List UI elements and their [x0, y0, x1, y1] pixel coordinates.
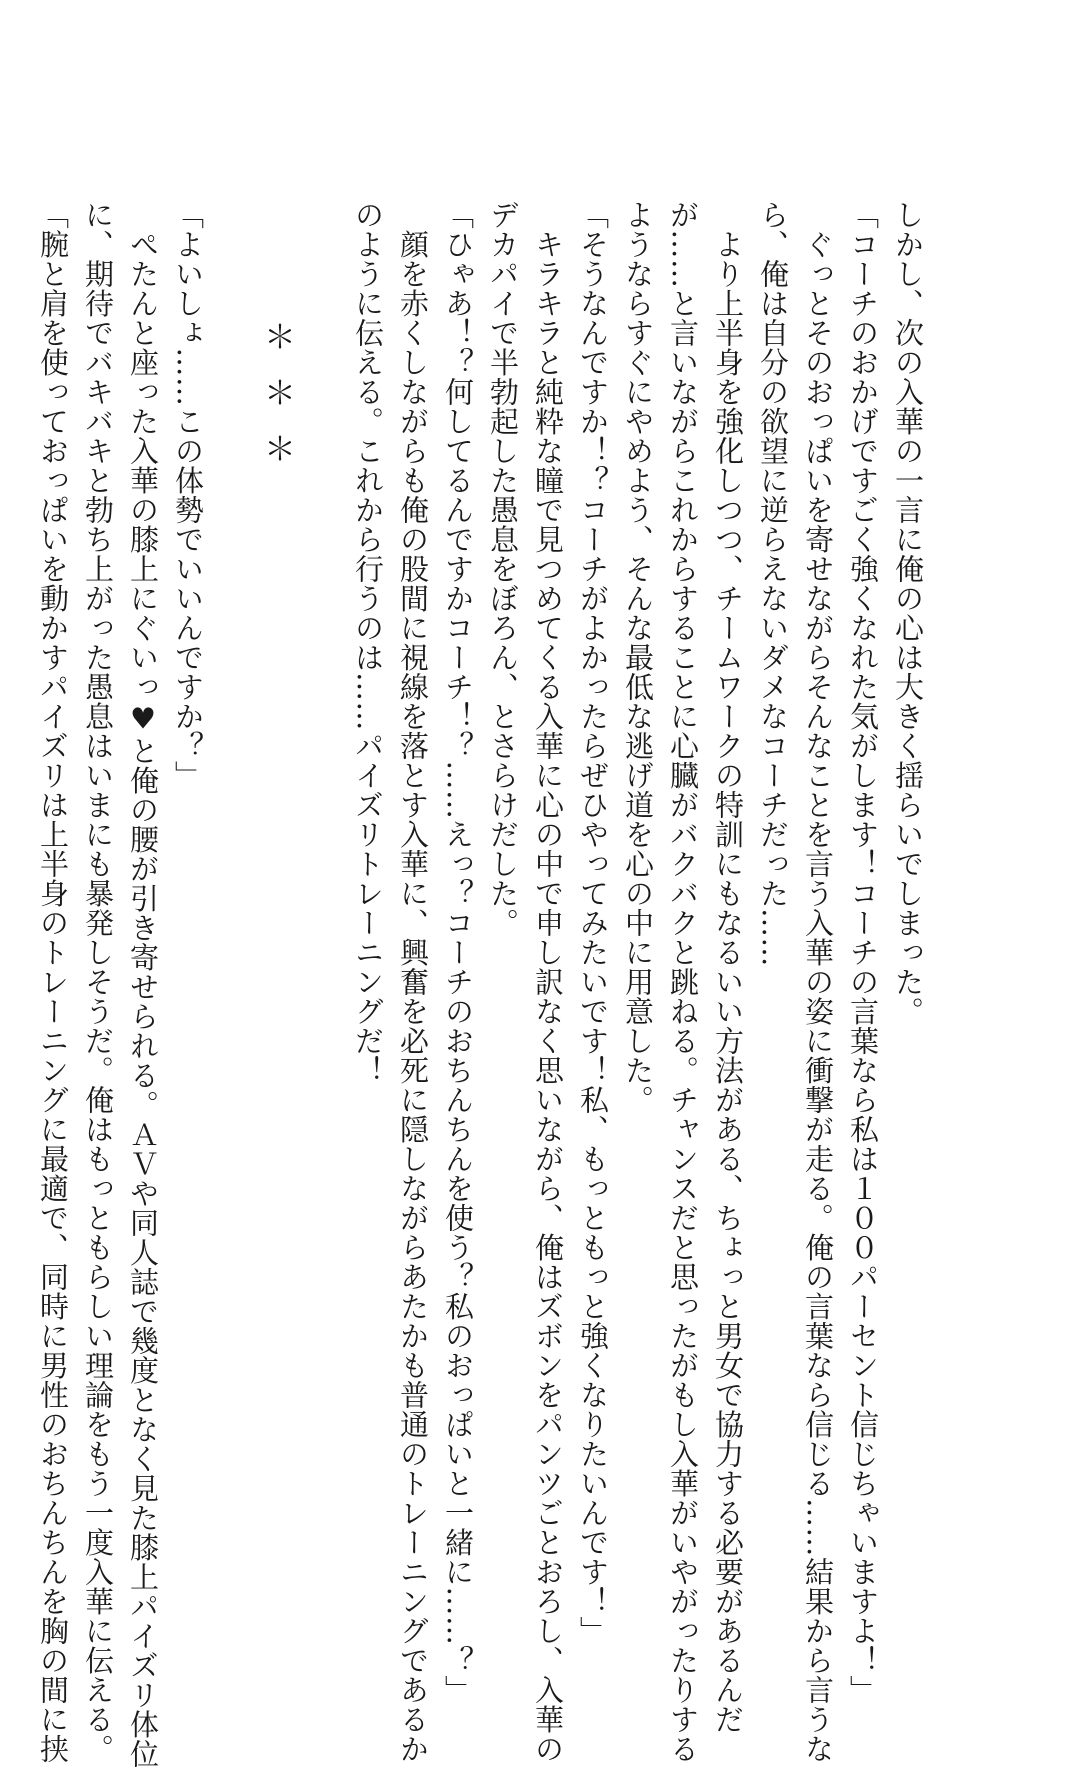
text-line: キラキラと純粋な瞳で見つめてくる入華に心の中で申し訳なく思いながら、俺はズボンをパンツごとおろし、入華の — [531, 200, 565, 1764]
text-line: 顔を赤くしながらも俺の股間に視線を落とす入華に、興奮を必死に隠しながらあたかも普通のトレーニングであるか — [396, 200, 430, 1764]
text-line: ぺたんと座った入華の膝上にぐいっ♥と俺の腰が引き寄せられる。ＡＶや同人誌で幾度となく見た膝上パイズリ体位 — [126, 200, 160, 1769]
text-line: 「腕と肩を使っておっぱいを動かすパイズリは上半身のトレーニングに最適で、同時に男性のおちんちんを胸の間に挟 — [36, 200, 70, 1764]
text-line: デカパイで半勃起した愚息をぼろん、とさらけだした。 — [486, 200, 520, 938]
text-line: のように伝える。これから行うのは……パイズリトレーニングだ！ — [351, 200, 385, 1085]
text-line: に、期待でバキバキと勃ち上がった愚息はいまにも暴発しそうだ。俺はもっともらしい理論をもう一度入華に伝える。 — [81, 200, 115, 1764]
text-line: 「コーチのおかげですごく強くなれた気がします！コーチの言葉なら私は１００パーセント信じちゃいますよ！」 — [846, 200, 880, 1705]
text-line: 「ひゃあ！？何してるんですかコーチ！？……えっ？コーチのおちんちんを使う？私のおっぱいと一緒に……？」 — [441, 200, 475, 1705]
text-line: ようならすぐにやめよう、そんな最低な逃げ道を心の中に用意した。 — [621, 200, 655, 1115]
blank-line — [300, 200, 345, 1280]
text-line: が……と言いながらこれからすることに心臓がバクバクと跳ねる。チャンスだと思ったがもし入華がいやがったりする — [666, 200, 700, 1764]
text-line: ぐっとそのおっぱいを寄せながらそんなことを言う入華の姿に衝撃が走る。俺の言葉なら信じる……結果から言うな — [801, 200, 835, 1764]
vertical-text-body — [36, 200, 930, 1769]
text-line: 「そうなんですか！？コーチがよかったらぜひやってみたいです！私、もっともっと強くなりたいんです！」 — [576, 200, 610, 1646]
text-line: より上半身を強化しつつ、チームワークの特訓にもなるいい方法がある、ちょっと男女で協力する必要があるんだ — [711, 200, 745, 1734]
section-break: ＊＊＊ — [259, 320, 297, 488]
text-line: ら、俺は自分の欲望に逆らえないダメなコーチだった…… — [756, 200, 790, 967]
text-line: しかし、次の入華の一言に俺の心は大きく揺らいでしまった。 — [891, 200, 925, 1026]
blank-line — [210, 200, 255, 1280]
text-line: 「よいしょ……この体勢でいいんですか？」 — [171, 200, 205, 790]
